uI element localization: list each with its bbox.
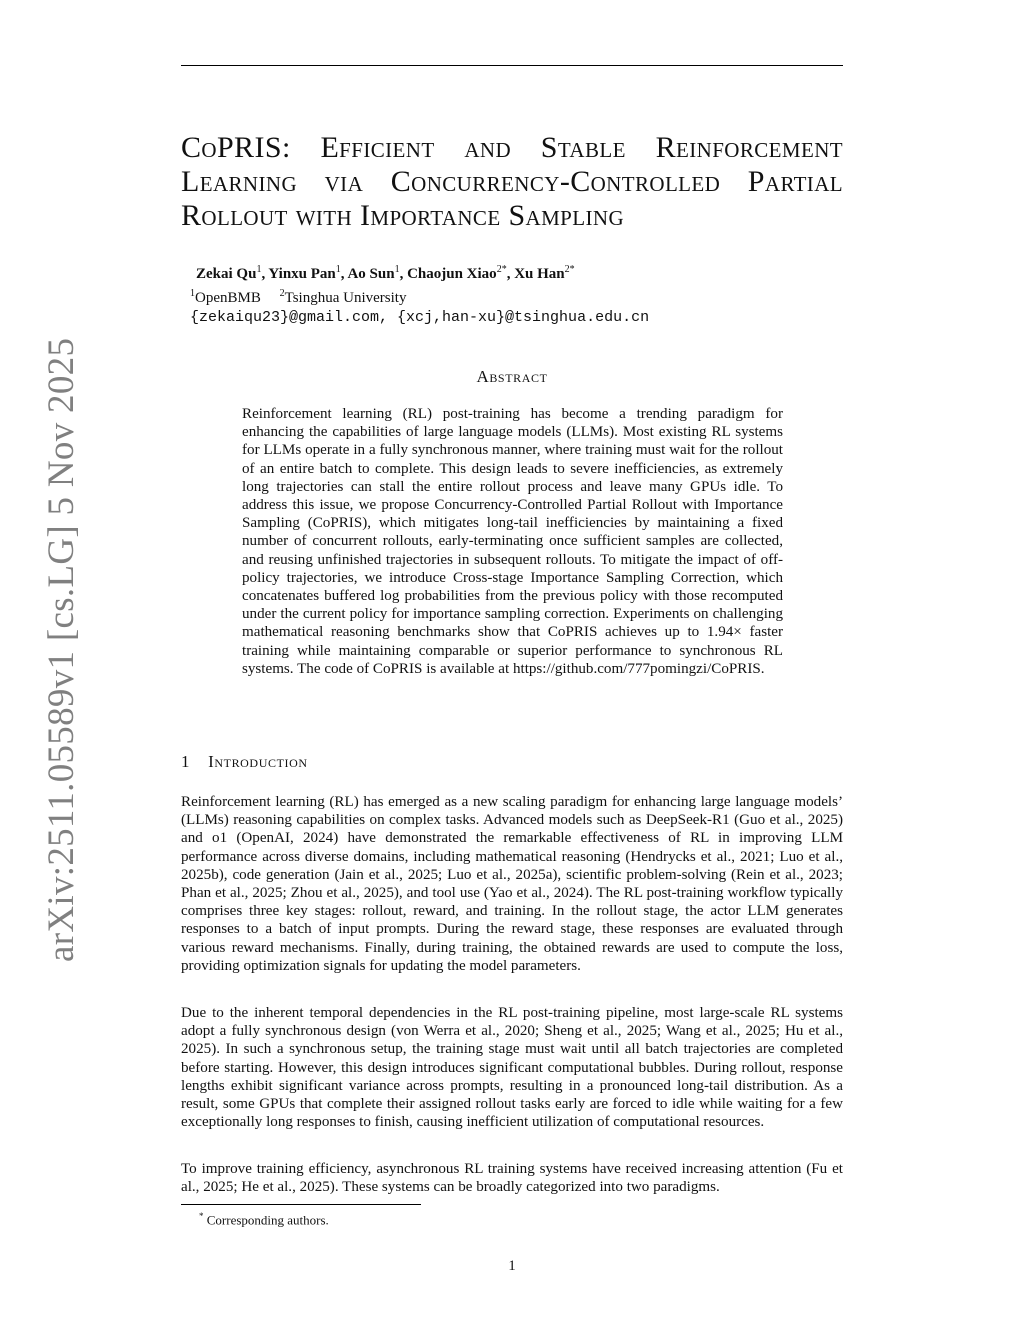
- author-affiliation-mark: 2*: [564, 264, 575, 275]
- affiliation-name: OpenBMB: [195, 290, 261, 306]
- abstract-heading: Abstract: [476, 367, 548, 386]
- header-rule: [181, 65, 843, 66]
- arxiv-identifier-stamp[interactable]: arXiv:2511.05589v1 [cs.LG] 5 Nov 2025: [41, 337, 82, 962]
- author-name: Xu Han: [514, 266, 565, 282]
- affiliation-list: [190, 284, 830, 308]
- author-name: Zekai Qu: [196, 266, 257, 282]
- author-block: [190, 260, 830, 327]
- author-name: Ao Sun: [347, 266, 395, 282]
- body-paragraph: To improve training efficiency, asynchronous RL training systems have received increasing attention (Fu et al., 2025; He et al., 2025). These systems can be broadly categorized into two paradigms.: [181, 1161, 843, 1196]
- paper-title: CoPRIS: Efficient and Stable Reinforcement Learning via Concurrency-Controlled Partial Rollout with Importance Sampling: [181, 131, 843, 232]
- footnote-text: Corresponding authors.: [206, 1212, 329, 1228]
- body-paragraph: Reinforcement learning (RL) has emerged as a new scaling paradigm for enhancing large language models’ (LLMs) reasoning capabilities on complex tasks. Advanced models such as DeepSeek-R1 (Guo et al., 2025) and o1 (OpenAI, 2024) have demonstrated the remarkable effectiveness of RL in improving LLM performance across diverse domains, including mathematical reasoning (Hendrycks et al., 2021; Luo et al., 2025b), code generation (Jain et al., 2025; Luo et al., 2025a), scientific problem-solving (Rein et al., 2023; Phan et al., 2025; Zhou et al., 2025), and tool use (Yao et al., 2024). The RL post-training workflow typically comprises three key stages: rollout, reward, and training. In the rollout stage, the actor LLM generates responses to a batch of input prompts. During the reward stage, these responses are evaluated through various reward mechanisms. Finally, during training, the obtained rewards are used to compute the loss, providing optimization signals for updating the model parameters.: [181, 794, 843, 974]
- author-emails[interactable]: {zekaiqu23}@gmail.com, {xcj,han-xu}@tsinghua.edu.cn: [190, 309, 650, 326]
- author-name: Yinxu Pan: [268, 266, 336, 282]
- body-paragraph: Due to the inherent temporal dependencies in the RL post-training pipeline, most large-scale RL systems adopt a fully synchronous design (von Werra et al., 2020; Sheng et al., 2025; Wang et al., 2025; Hu et al., 2025). In such a synchronous setup, the training stage must wait until all batch trajectories are completed before starting. However, this design introduces significant computational bubbles. During rollout, response lengths exhibit significant variance across prompts, resulting in a pronounced long-tail distribution. As a result, some GPUs that complete their assigned rollout tasks early are forced to idle while waiting for a few exceptionally long responses to finish, causing inefficient utilization of computational resources.: [181, 1005, 843, 1131]
- author-affiliation-mark: 1: [335, 264, 341, 275]
- affiliation-name: Tsinghua University: [284, 290, 407, 306]
- abstract-text: Reinforcement learning (RL) post-training has become a trending paradigm for enhancing the capabilities of large language models (LLMs). Most existing RL systems for LLMs operate in a fully synchronous manner, where training must wait for the rollout of an entire batch to complete. This design leads to severe inefficiencies, as extremely long trajectories can stall the entire rollout process and leave many GPUs idle. To address this issue, we propose Concurrency-Controlled Partial Rollout with Importance Sampling (CoPRIS), which mitigates long-tail inefficiencies by maintaining a fixed number of concurrent rollouts, early-terminating once sufficient samples are collected, and reusing unfinished trajectories in subsequent rollouts. To mitigate the impact of off-policy trajectories, we introduce Cross-stage Importance Sampling Correction, which concatenates buffered log probabilities from the previous policy with those recomputed under the current policy for importance sampling correction. Experiments on challenging mathematical reasoning benchmarks show that CoPRIS achieves up to 1.94× faster training while maintaining comparable or superior performance to synchronous RL systems. The code of CoPRIS is available at https://github.com/777pomingzi/CoPRIS.: [242, 406, 783, 677]
- author-affiliation-mark: 1: [394, 264, 400, 275]
- section-number: 1: [181, 752, 191, 771]
- page-number: 1: [508, 1258, 516, 1274]
- author-list: Zekai Qu$^1$, Yinxu Pan$^1$, Ao Sun$^1$, Chaojun Xiao$^{2*}$, Xu Han$^{2*}$: [196, 264, 575, 282]
- author-name: Chaojun Xiao: [407, 266, 497, 282]
- footnote-mark: *: [199, 1211, 204, 1221]
- section-heading-introduction: [181, 752, 308, 772]
- affiliation-mark: 2: [279, 288, 285, 299]
- footnote: [199, 1208, 329, 1228]
- footnote-rule: [181, 1204, 421, 1205]
- affiliation-mark: 1: [190, 288, 195, 299]
- author-affiliation-mark: 1: [256, 264, 262, 275]
- author-affiliation-mark: 2*: [496, 264, 507, 275]
- section-title: Introduction: [208, 752, 308, 771]
